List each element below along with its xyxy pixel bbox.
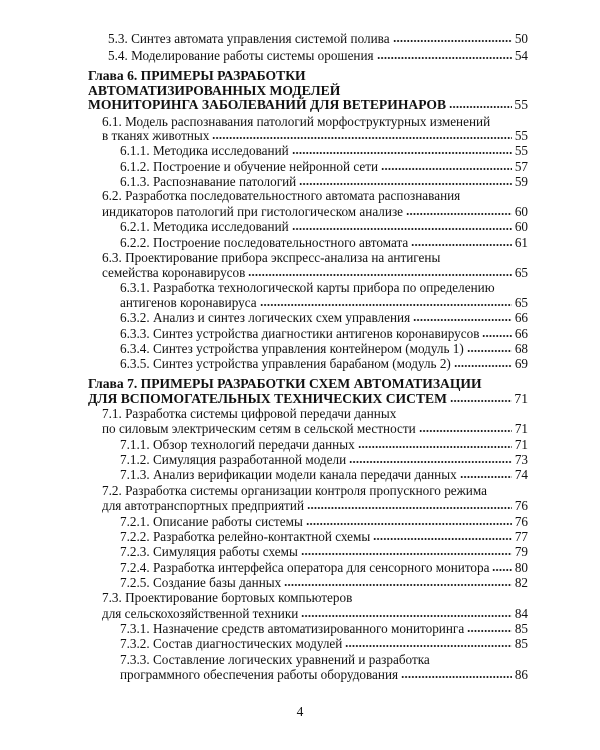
toc-page-number: 60: [514, 219, 528, 234]
dot-leader: [413, 318, 512, 322]
page-number: 4: [296, 704, 304, 719]
toc-entry-title: 6.1.2. Построение и обучение нейронной сети: [120, 159, 379, 174]
toc-page-number: 71: [514, 391, 528, 406]
toc-entry-title: 6.3.3. Синтез устройства диагностики антигенов коронавирусов: [120, 326, 480, 341]
dot-leader: [284, 583, 512, 587]
toc-entry: [120, 218, 528, 235]
toc-page-number: 68: [514, 341, 528, 356]
toc-entry-title: 7.1.1. Обзор технологий передачи данных: [120, 437, 355, 452]
toc-page-number: 77: [514, 529, 528, 544]
dot-leader: [401, 675, 512, 679]
toc-entry-title: 5.3. Синтез автомата управления системой полива: [108, 31, 390, 46]
toc-page-number: 57: [514, 159, 528, 174]
toc-entry-title: 7.3. Проектирование бортовых компьютеров: [102, 590, 353, 605]
toc-entry: [120, 309, 528, 326]
toc-page-number: 55: [514, 128, 528, 143]
toc-entry-title: 7.1.2. Симуляция разработанной модели: [120, 452, 347, 467]
toc-page-number: 86: [514, 667, 528, 682]
toc-page-number: 66: [514, 326, 528, 341]
dot-leader: [467, 349, 512, 353]
toc-entry-title: МОНИТОРИНГА ЗАБОЛЕВАНИЙ ДЛЯ ВЕТЕРИНАРОВ: [88, 97, 447, 112]
toc-page-number: 85: [514, 636, 528, 651]
toc-entry-title: 6.3.2. Анализ и синтез логических схем управления: [120, 310, 411, 325]
dot-leader: [377, 56, 512, 60]
toc-entry-title: 6.1.3. Распознавание патологий: [120, 174, 297, 189]
toc-entry-title: 7.1. Разработка системы цифровой передачи данных: [102, 406, 397, 421]
toc-page-number: 55: [514, 97, 528, 112]
toc-entry-title: АВТОМАТИЗИРОВАННЫХ МОДЕЛЕЙ: [88, 83, 341, 98]
toc-page-number: 79: [514, 544, 528, 559]
dot-leader: [248, 273, 512, 277]
toc-entry-title: антигенов коронавируса: [120, 295, 257, 310]
dot-leader: [358, 445, 512, 449]
toc-entry-title: 6.2.2. Построение последовательностного автомата: [120, 235, 409, 250]
toc-entry: [108, 47, 528, 64]
toc-entry-title: для автотранспортных предприятий: [102, 498, 305, 513]
toc-entry-title: 6.2. Разработка последовательностного автомата распознавания: [102, 188, 461, 203]
dot-leader: [411, 243, 512, 247]
toc-entry: [108, 30, 528, 47]
toc-page-number: 80: [514, 560, 528, 575]
toc-entry-title: по силовым электрическим сетям в сельской местности: [102, 421, 416, 436]
toc-page-number: 65: [514, 295, 528, 310]
toc-entry-title: ДЛЯ ВСПОМОГАТЕЛЬНЫХ ТЕХНИЧЕСКИХ СИСТЕМ: [88, 391, 447, 406]
toc-page-number: 61: [514, 235, 528, 250]
toc-entry-title: 7.2.2. Разработка релейно-контактной схемы: [120, 529, 371, 544]
dot-leader: [482, 334, 512, 338]
toc-entry-title: 6.3. Проектирование прибора экспресс-анализа на антигены: [102, 250, 441, 265]
toc-entry-title: программного обеспечения работы оборудования: [120, 667, 399, 682]
toc-entry-title: Глава 6. ПРИМЕРЫ РАЗРАБОТКИ: [88, 68, 306, 83]
toc-entry: [120, 635, 528, 652]
dot-leader: [301, 552, 512, 556]
toc-entry-title: 7.3.2. Состав диагностических модулей: [120, 636, 343, 651]
toc-chapter-line: [88, 96, 528, 113]
dot-leader: [393, 39, 512, 43]
dot-leader: [307, 506, 512, 510]
dot-leader: [381, 167, 512, 171]
dot-leader: [345, 644, 512, 648]
toc-entry-title: 6.3.1. Разработка технологической карты прибора по определению: [120, 280, 495, 295]
dot-leader: [449, 105, 512, 109]
toc-page-number: 54: [514, 48, 528, 63]
toc-entry-title: в тканях животных: [102, 128, 210, 143]
toc-entry: [120, 666, 528, 683]
toc-entry-title: 7.2.4. Разработка интерфейса оператора для сенсорного монитора: [120, 560, 490, 575]
toc-page-number: 69: [514, 356, 528, 371]
toc-entry-title: 6.3.4. Синтез устройства управления контейнером (модуль 1): [120, 341, 464, 356]
toc-page-number: 73: [514, 452, 528, 467]
toc-entry-title: 7.2. Разработка системы организации контроля пропускного режима: [102, 483, 487, 498]
dot-leader: [406, 212, 512, 216]
toc-page-number: 60: [514, 204, 528, 219]
toc-entry: [120, 142, 528, 159]
toc-page-number: 59: [514, 174, 528, 189]
toc-page-number: 50: [514, 31, 528, 46]
toc-page-number: 82: [514, 575, 528, 590]
dot-leader: [492, 568, 512, 572]
toc-page-number: 85: [514, 621, 528, 636]
toc-entry: [120, 543, 528, 560]
toc-page-number: 66: [514, 310, 528, 325]
toc-entry-title: 6.1.1. Методика исследований: [120, 143, 289, 158]
toc-page-number: 55: [514, 143, 528, 158]
toc-entry-title: Глава 7. ПРИМЕРЫ РАЗРАБОТКИ СХЕМ АВТОМАТИЗАЦИИ: [88, 376, 482, 391]
dot-leader: [450, 399, 512, 403]
toc-page-number: 74: [514, 467, 528, 482]
toc-entry: [102, 589, 352, 606]
dot-leader: [467, 629, 512, 633]
dot-leader: [292, 227, 512, 231]
dot-leader: [292, 151, 512, 155]
dot-leader: [299, 182, 512, 186]
toc-page-number: 76: [514, 498, 528, 513]
toc-entry-title: 6.1. Модель распознавания патологий морфоструктурных изменений: [102, 114, 491, 129]
toc-page-number: 84: [514, 606, 528, 621]
toc-entry: [120, 466, 528, 483]
toc-entry: [120, 355, 528, 372]
dot-leader: [212, 136, 512, 140]
toc-entry-title: 7.3.1. Назначение средств автоматизированного мониторинга: [120, 621, 465, 636]
toc-entry-title: индикаторов патологий при гистологическом анализе: [102, 204, 404, 219]
toc-entry: [102, 420, 528, 437]
dot-leader: [460, 475, 512, 479]
dot-leader: [306, 522, 512, 526]
toc-entry-title: 6.3.5. Синтез устройства управления барабаном (модуль 2): [120, 356, 451, 371]
toc-entry: [102, 497, 528, 514]
dot-leader: [454, 364, 512, 368]
toc-entry-title: 6.2.1. Методика исследований: [120, 219, 289, 234]
dot-leader: [373, 537, 512, 541]
toc-entry-title: 5.4. Моделирование работы системы орошения: [108, 48, 374, 63]
toc-page-number: 76: [514, 514, 528, 529]
dot-leader: [301, 614, 512, 618]
toc-entry-title: 7.2.5. Создание базы данных: [120, 575, 282, 590]
toc-entry-title: 7.1.3. Анализ верификации модели канала передачи данных: [120, 467, 457, 482]
toc-page-number: 71: [514, 421, 528, 436]
toc-entry-title: 7.2.3. Симуляция работы схемы: [120, 544, 298, 559]
toc-entry-title: семейства коронавирусов: [102, 265, 246, 280]
toc-page-number: 65: [514, 265, 528, 280]
dot-leader: [419, 429, 512, 433]
toc-page-number: 71: [514, 437, 528, 452]
toc-entry-title: 7.3.3. Составление логических уравнений и разработка: [120, 652, 430, 667]
dot-leader: [260, 303, 512, 307]
toc-entry-title: 7.2.1. Описание работы системы: [120, 514, 303, 529]
toc-entry: [102, 187, 460, 204]
dot-leader: [349, 460, 512, 464]
toc-entry-title: для сельскохозяйственной техники: [102, 606, 299, 621]
